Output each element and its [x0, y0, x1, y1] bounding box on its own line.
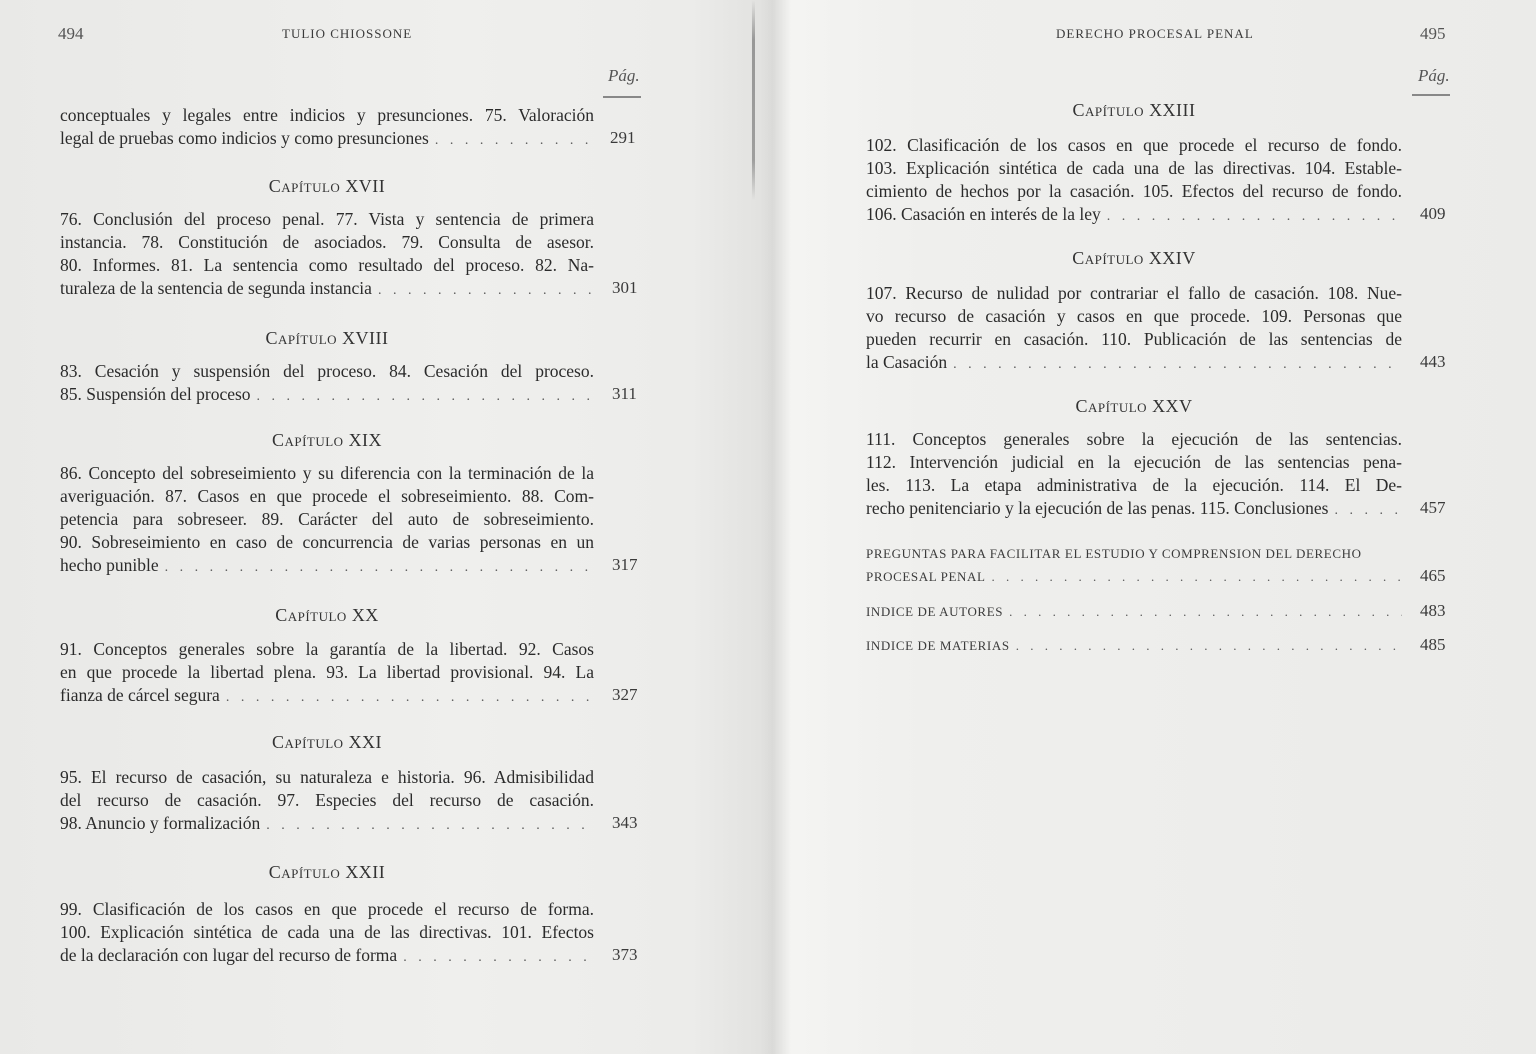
toc-page-number: 373: [612, 945, 638, 964]
pag-rule: [1412, 94, 1450, 96]
toc-page-number: 457: [1420, 498, 1446, 517]
entry-line: 106. Casación en interés de la ley: [866, 204, 1101, 224]
entry-line: PROCESAL PENAL: [866, 569, 986, 584]
back-matter-entry[interactable]: [866, 634, 1402, 657]
leader-dots: [165, 556, 594, 579]
leader-dots: [992, 565, 1402, 588]
entry-line: 95. El recurso de casación, su naturaleza e historia. 96. Admisibilidad: [60, 767, 594, 787]
leader-dots: [953, 353, 1402, 376]
entry-line: 102. Clasificación de los casos en que procede el recurso de fondo.: [866, 135, 1402, 155]
chapter-heading: Capítulo XXII: [268, 862, 386, 882]
entry-line: 76. Conclusión del proceso penal. 77. Vista y sentencia de primera: [60, 209, 594, 229]
entry-line: les. 113. La etapa administrativa de la ejecución. 114. El De-: [866, 475, 1402, 495]
page-gutter: [752, 0, 755, 200]
toc-entry[interactable]: [866, 428, 1402, 522]
entry-line: 103. Explicación sintética de cada una de las directivas. 104. Estable-: [866, 158, 1402, 178]
entry-line: hecho punible: [60, 555, 159, 575]
toc-entry[interactable]: [60, 766, 594, 837]
toc-page-number: 483: [1420, 601, 1446, 620]
entry-line: INDICE DE MATERIAS: [866, 638, 1010, 653]
page-number: 495: [1420, 24, 1446, 43]
entry-line: recho penitenciario y la ejecución de las penas. 115. Conclusiones: [866, 498, 1329, 518]
toc-entry[interactable]: [866, 134, 1402, 228]
entry-line: 91. Conceptos generales sobre la garantía de la libertad. 92. Casos: [60, 639, 594, 659]
leader-dots: [435, 129, 594, 152]
entry-line: cimiento de hechos por la casación. 105. Efectos del recurso de fondo.: [866, 181, 1402, 201]
entry-line: 112. Intervención judicial en la ejecución de las sentencias pena-: [866, 452, 1402, 472]
pag-rule: [603, 96, 641, 98]
entry-line: 99. Clasificación de los casos en que procede el recurso de forma.: [60, 899, 594, 919]
toc-entry[interactable]: [60, 638, 594, 709]
leader-dots: [1016, 634, 1402, 657]
toc-page-number: 327: [612, 685, 638, 704]
entry-line: 100. Explicación sintética de cada una de las directivas. 101. Efectos: [60, 922, 594, 942]
running-head: TULIO CHIOSSONE: [282, 26, 413, 41]
entry-line: instancia. 78. Constitución de asociados. 79. Consulta de asesor.: [60, 232, 594, 252]
leader-dots: [257, 385, 594, 408]
chapter-heading: Capítulo XXI: [271, 732, 383, 752]
running-head: DERECHO PROCESAL PENAL: [1056, 26, 1254, 41]
entry-line: INDICE DE AUTORES: [866, 604, 1004, 619]
toc-page-number: 291: [610, 128, 636, 147]
entry-line: 111. Conceptos generales sobre la ejecución de las sentencias.: [866, 429, 1402, 449]
chapter-heading: Capítulo XIX: [271, 430, 383, 450]
toc-entry[interactable]: [60, 462, 594, 579]
leader-dots: [378, 279, 594, 302]
toc-page-number: 343: [612, 813, 638, 832]
chapter-heading: Capítulo XVIII: [265, 328, 389, 348]
chapter-heading: Capítulo XXIII: [1072, 100, 1196, 120]
entry-line: petencia para sobreseer. 89. Carácter del auto de sobreseimiento.: [60, 509, 594, 529]
pag-column-label: Pág.: [1418, 66, 1450, 85]
toc-page-number: 443: [1420, 352, 1446, 371]
entry-line: turaleza de la sentencia de segunda instancia: [60, 278, 372, 298]
entry-line: 85. Suspensión del proceso: [60, 384, 251, 404]
pag-column-label: Pág.: [608, 66, 640, 85]
entry-line: fianza de cárcel segura: [60, 685, 220, 705]
entry-line: averiguación. 87. Casos en que procede el sobreseimiento. 88. Com-: [60, 486, 594, 506]
page-number: 494: [58, 24, 84, 43]
toc-page-number: 317: [612, 555, 638, 574]
chapter-heading: Capítulo XVII: [268, 176, 386, 196]
entry-line: 86. Concepto del sobreseimiento y su diferencia con la terminación de la: [60, 463, 594, 483]
entry-line: de la declaración con lugar del recurso de forma: [60, 945, 398, 965]
chapter-heading: Capítulo XXIV: [1072, 248, 1196, 268]
toc-entry[interactable]: [60, 360, 594, 408]
leader-dots: [1334, 499, 1402, 522]
leader-dots: [403, 946, 594, 969]
chapter-heading: Capítulo XX: [275, 605, 379, 625]
leader-dots: [1009, 600, 1402, 623]
leader-dots: [1107, 205, 1402, 228]
entry-line: en que procede la libertad plena. 93. La libertad provisional. 94. La: [60, 662, 594, 682]
back-matter-entry[interactable]: [866, 542, 1402, 588]
toc-page-number: 409: [1420, 204, 1446, 223]
leader-dots: [266, 814, 594, 837]
entry-line: 80. Informes. 81. La sentencia como resultado del proceso. 82. Na-: [60, 255, 594, 275]
chapter-heading: Capítulo XXV: [1075, 396, 1193, 416]
toc-page-number: 465: [1420, 566, 1446, 585]
toc-entry[interactable]: [60, 898, 594, 969]
entry-line: 107. Recurso de nulidad por contrariar el fallo de casación. 108. Nue-: [866, 283, 1402, 303]
entry-line: pueden recurrir en casación. 110. Publicación de las sentencias de: [866, 329, 1402, 349]
toc-page-number: 311: [612, 384, 637, 403]
entry-line: 98. Anuncio y formalización: [60, 813, 261, 833]
toc-page-number: 485: [1420, 635, 1446, 654]
entry-line: 90. Sobreseimiento en caso de concurrencia de varias personas en un: [60, 532, 594, 552]
toc-entry[interactable]: [866, 282, 1402, 376]
entry-line: la Casación: [866, 352, 948, 372]
entry-line: vo recurso de casación y casos en que procede. 109. Personas que: [866, 306, 1402, 326]
leader-dots: [226, 686, 594, 709]
toc-entry-continuation: conceptuales y legales entre indicios y presunciones. 75. Valoración legal de pruebas como indicios y como presunciones . . .: [60, 104, 594, 152]
entry-line: PREGUNTAS PARA FACILITAR EL ESTUDIO Y COMPRENSION DEL DERECHO: [866, 546, 1362, 561]
back-matter-entry[interactable]: [866, 600, 1402, 623]
toc-entry[interactable]: [60, 208, 594, 302]
entry-line: del recurso de casación. 97. Especies del recurso de casación.: [60, 790, 594, 810]
toc-page-number: 301: [612, 278, 638, 297]
entry-line: 83. Cesación y suspensión del proceso. 84. Cesación del proceso.: [60, 361, 594, 381]
